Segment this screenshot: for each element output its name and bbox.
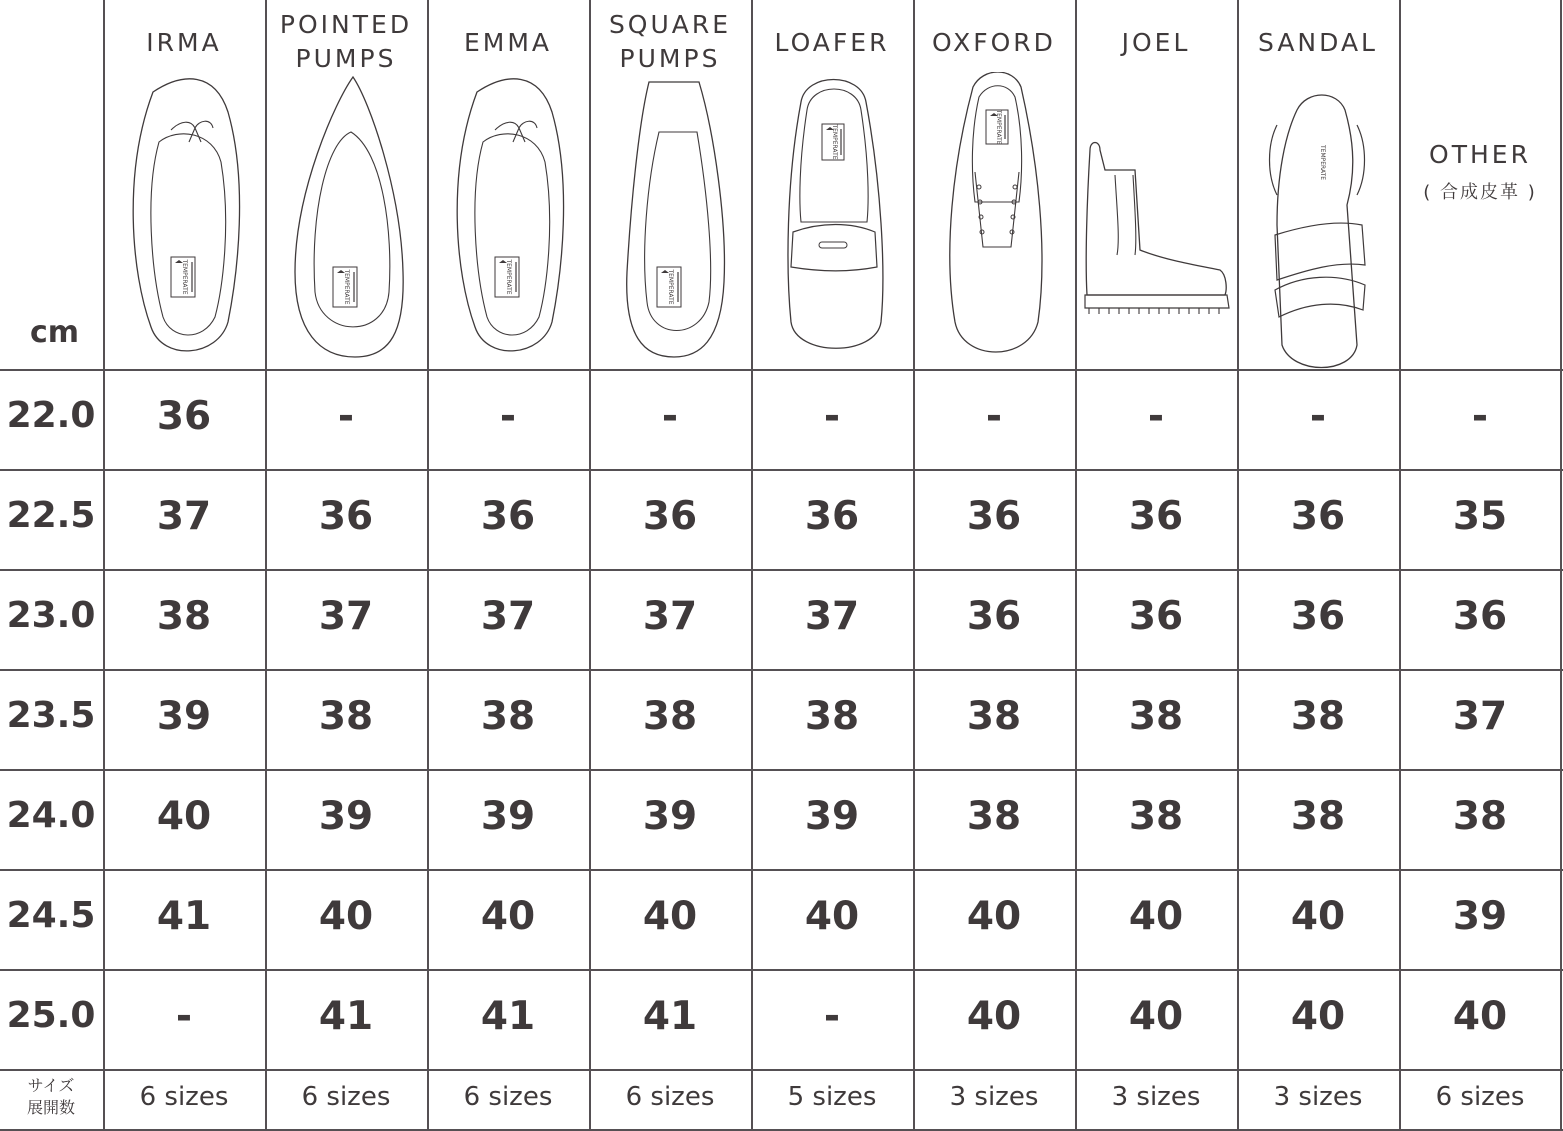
size-value: 37	[804, 594, 860, 639]
size-value: 36	[480, 494, 536, 539]
flat-ballet-shoe-icon	[103, 72, 265, 366]
column-title: POINTED PUMPS	[279, 10, 413, 73]
svg-text:TEMPERATE: TEMPERATE	[181, 259, 188, 295]
size-value: 38	[642, 694, 698, 739]
grid-line-horizontal	[0, 469, 1563, 471]
size-value: 38	[1128, 794, 1184, 839]
size-value: 36	[1452, 594, 1508, 639]
size-value: 37	[480, 594, 536, 639]
header-cell	[103, 0, 265, 369]
size-value: 38	[1290, 794, 1346, 839]
chelsea-boot-icon	[1075, 80, 1237, 374]
size-value: 38	[156, 594, 212, 639]
size-value: 40	[1290, 894, 1346, 939]
header-cell	[913, 0, 1075, 369]
size-value: 40	[1290, 994, 1346, 1039]
size-value: -	[985, 394, 1003, 439]
flat-ballet-shoe-icon	[427, 72, 589, 366]
grid-line-horizontal	[0, 869, 1563, 871]
size-value: 38	[966, 794, 1022, 839]
grid-line-horizontal	[0, 569, 1563, 571]
size-value: 39	[804, 794, 860, 839]
size-count: 3 sizes	[949, 1082, 1039, 1112]
unit-label: cm	[30, 315, 80, 350]
header-cell	[1237, 0, 1399, 369]
loafer-icon	[751, 72, 913, 366]
column-title: LOAFER	[774, 28, 890, 57]
size-value: 40	[642, 894, 698, 939]
size-value: 41	[642, 994, 698, 1039]
header-cell	[751, 0, 913, 369]
size-value: 37	[318, 594, 374, 639]
size-value: 41	[480, 994, 536, 1039]
size-value: -	[175, 994, 193, 1039]
column-title: EMMA	[463, 28, 553, 57]
size-count: 6 sizes	[463, 1082, 553, 1112]
column-title: OXFORD	[932, 28, 1056, 57]
size-value: 40	[156, 794, 212, 839]
size-value: 35	[1452, 494, 1508, 539]
size-value: 40	[318, 894, 374, 939]
size-value: 36	[1290, 494, 1346, 539]
svg-text:TEMPERATE: TEMPERATE	[667, 269, 674, 305]
size-value: 38	[480, 694, 536, 739]
footer-label: サイズ 展開数	[26, 1076, 75, 1117]
row-cm-label: 22.0	[6, 395, 96, 436]
size-value: 40	[966, 994, 1022, 1039]
size-value: 38	[1290, 694, 1346, 739]
size-count: 6 sizes	[625, 1082, 715, 1112]
size-value: 40	[804, 894, 860, 939]
size-value: -	[823, 994, 841, 1039]
column-title: SANDAL	[1258, 28, 1378, 57]
row-cm-label: 24.0	[6, 795, 96, 836]
column-note: ( 合成皮革 )	[1423, 182, 1537, 203]
grid-line-horizontal	[0, 769, 1563, 771]
size-value: 36	[966, 494, 1022, 539]
row-cm-label: 24.5	[6, 895, 96, 936]
column-title: OTHER	[1429, 140, 1531, 169]
svg-text:TEMPERATE: TEMPERATE	[343, 269, 350, 305]
size-value: 39	[318, 794, 374, 839]
size-value: 39	[642, 794, 698, 839]
size-count: 5 sizes	[787, 1082, 877, 1112]
size-value: 36	[156, 394, 212, 439]
row-cm-label: 22.5	[6, 495, 96, 536]
size-value: 41	[318, 994, 374, 1039]
svg-text:TEMPERATE: TEMPERATE	[1319, 145, 1326, 181]
grid-line-horizontal	[0, 1129, 1563, 1131]
column-title: IRMA	[146, 28, 222, 57]
grid-line-horizontal	[0, 669, 1563, 671]
header-cell	[589, 0, 751, 369]
grid-line-horizontal	[0, 969, 1563, 971]
size-value: 39	[480, 794, 536, 839]
square-pump-icon	[589, 72, 751, 366]
header-cell	[265, 0, 427, 369]
size-count: 3 sizes	[1111, 1082, 1201, 1112]
row-cm-label: 25.0	[6, 995, 96, 1036]
size-value: 36	[642, 494, 698, 539]
pointed-pump-icon	[265, 72, 427, 366]
size-value: 37	[642, 594, 698, 639]
size-value: -	[823, 394, 841, 439]
size-value: -	[337, 394, 355, 439]
row-cm-label: 23.0	[6, 595, 96, 636]
size-value: 36	[318, 494, 374, 539]
size-value: 38	[804, 694, 860, 739]
grid-line-horizontal	[0, 1069, 1563, 1071]
size-count: 6 sizes	[139, 1082, 229, 1112]
svg-text:TEMPERATE: TEMPERATE	[505, 259, 512, 295]
size-value: 40	[1128, 894, 1184, 939]
size-value: 37	[1452, 694, 1508, 739]
size-value: 36	[804, 494, 860, 539]
size-value: 41	[156, 894, 212, 939]
column-title: SQUARE PUMPS	[608, 10, 732, 73]
oxford-shoe-icon	[913, 72, 1075, 366]
size-value: -	[1147, 394, 1165, 439]
size-value: 39	[156, 694, 212, 739]
header-cell	[1075, 0, 1237, 369]
size-value: 38	[1128, 694, 1184, 739]
size-value: 36	[1290, 594, 1346, 639]
size-value: 38	[1452, 794, 1508, 839]
size-value: -	[1471, 394, 1489, 439]
size-count: 6 sizes	[301, 1082, 391, 1112]
row-cm-label: 23.5	[6, 695, 96, 736]
size-value: -	[661, 394, 679, 439]
svg-text:TEMPERATE: TEMPERATE	[995, 109, 1002, 145]
size-value: 40	[1452, 994, 1508, 1039]
size-value: -	[1309, 394, 1327, 439]
size-count: 6 sizes	[1435, 1082, 1525, 1112]
size-value: 40	[480, 894, 536, 939]
size-value: 36	[1128, 594, 1184, 639]
header-cell	[427, 0, 589, 369]
svg-text:TEMPERATE: TEMPERATE	[831, 124, 838, 160]
size-value: -	[499, 394, 517, 439]
size-value: 40	[966, 894, 1022, 939]
size-value: 36	[1128, 494, 1184, 539]
size-value: 39	[1452, 894, 1508, 939]
size-value: 37	[156, 494, 212, 539]
size-value: 40	[1128, 994, 1184, 1039]
column-title: JOEL	[1121, 28, 1191, 57]
size-value: 38	[966, 694, 1022, 739]
size-count: 3 sizes	[1273, 1082, 1363, 1112]
size-value: 38	[318, 694, 374, 739]
size-value: 36	[966, 594, 1022, 639]
sandal-icon	[1237, 85, 1399, 379]
header-cell	[1399, 0, 1561, 369]
